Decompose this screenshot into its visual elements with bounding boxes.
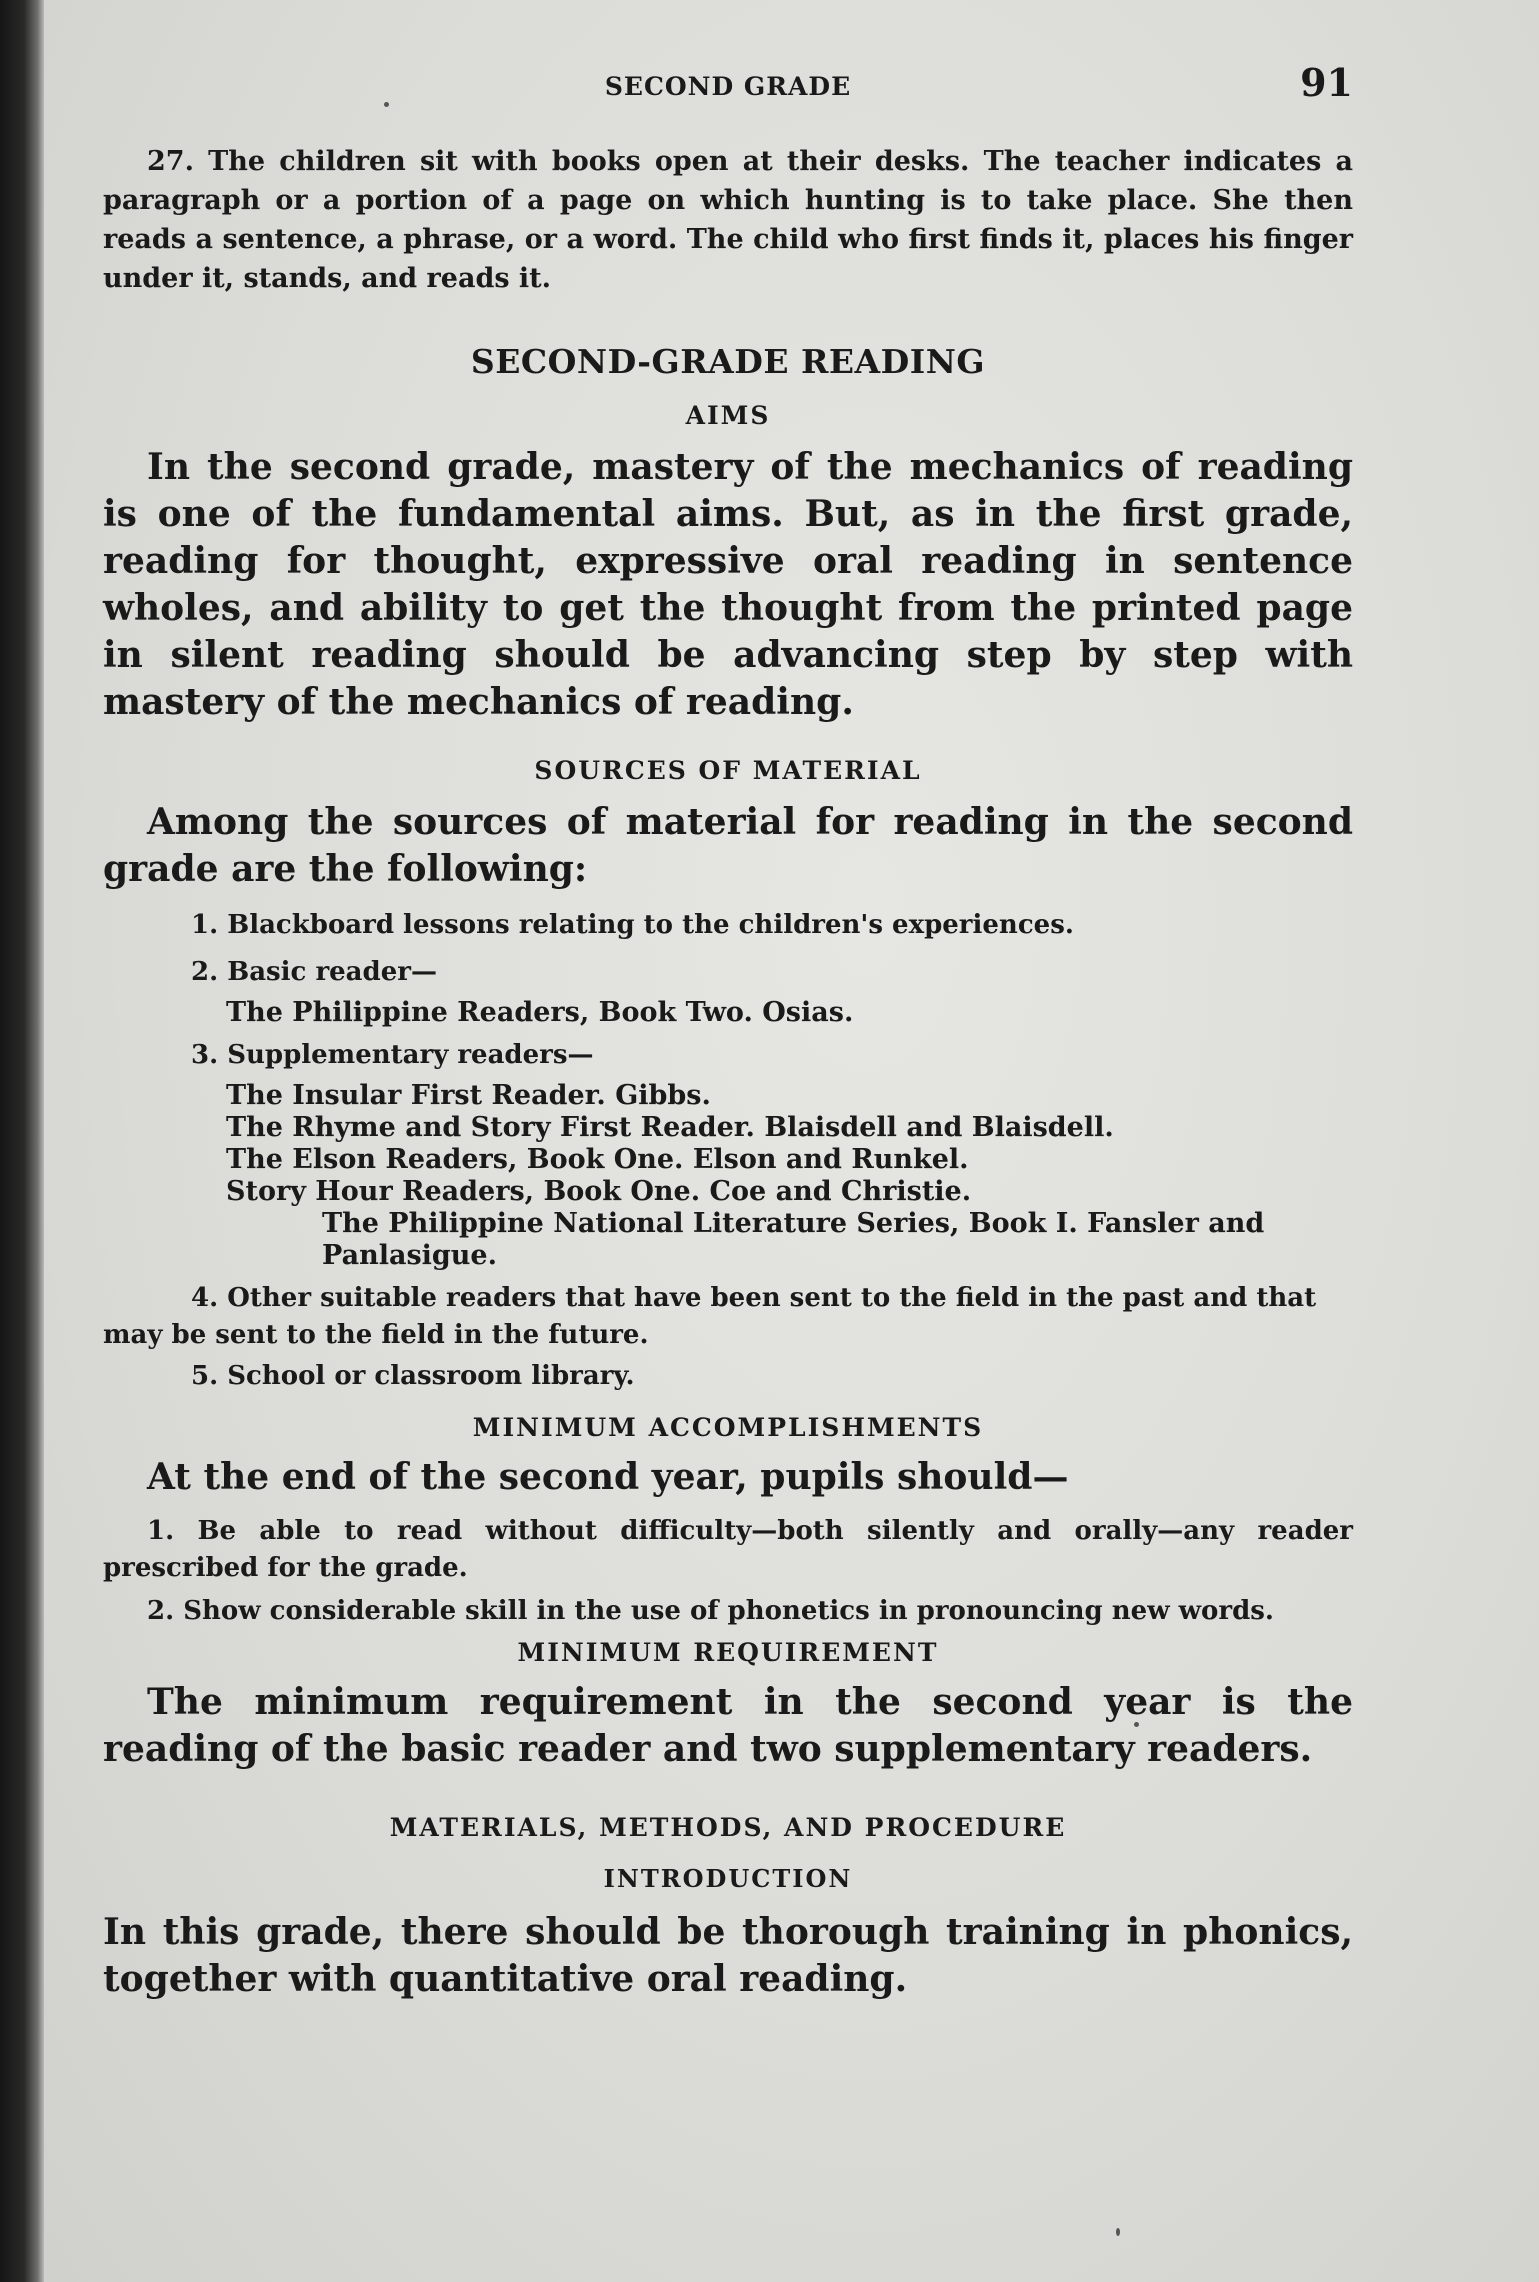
- running-head: [103, 60, 1353, 120]
- item-number: 1.: [191, 910, 219, 940]
- item-text: Supplementary readers—: [227, 1040, 594, 1070]
- introduction-paragraph: In this grade, there should be thorough training in phonics, together with quantitative oral reading.: [103, 1911, 1353, 2000]
- item-text: Other suitable readers that have been sent to the field in the past and that may be sent to the field in the future.: [103, 1283, 1317, 1350]
- item-text: School or classroom library.: [227, 1361, 635, 1391]
- accomplishments-heading: MINIMUM ACCOMPLISHMENTS: [472, 1413, 984, 1442]
- book-spine-shadow: [0, 0, 44, 2282]
- running-title: SECOND GRADE: [604, 72, 852, 101]
- introduction-heading: INTRODUCTION: [603, 1864, 853, 1893]
- accomplishments-intro: At the end of the second year, pupils should—: [147, 1456, 1069, 1498]
- aims-paragraph: In the second grade, mastery of the mechanics of reading is one of the fundamental aims. But, as in the first grade, reading for thought, expressive oral reading in sentence wholes, and ability to get the thought from the printed page in silent reading should be advancing step by step with mastery of the mechanics of reading.: [103, 446, 1353, 723]
- accomplishment-item: 1. Be able to read without difficulty—both silently and orally—any reader prescribed for the grade.: [103, 1516, 1353, 1583]
- supplementary-sublist: [103, 1080, 1353, 1272]
- list-item: [103, 954, 1353, 1029]
- sub-item: The Philippine National Literature Series, Book I. Fansler and Panlasigue.: [322, 1208, 1265, 1271]
- sources-intro: Among the sources of material for reading in the second grade are the following:: [103, 801, 1353, 890]
- sub-item: The Rhyme and Story First Reader. Blaisdell and Blaisdell.: [226, 1112, 1114, 1143]
- item-number: 4.: [191, 1283, 219, 1313]
- sources-heading: SOURCES OF MATERIAL: [534, 756, 922, 785]
- intro-paragraph: 27. The children sit with books open at their desks. The teacher indicates a paragraph or a portion of a page on which hunting is to take place. She then reads a sentence, a phrase, or a word. The child who first finds it, places his finger under it, stands, and reads it.: [103, 146, 1353, 294]
- item-number: 3.: [191, 1040, 219, 1070]
- item-number: 5.: [191, 1361, 219, 1391]
- item-text: Basic reader—: [227, 957, 437, 987]
- page-content: [103, 60, 1353, 2003]
- section-title: SECOND-GRADE READING: [470, 342, 986, 381]
- item-number: 2.: [191, 957, 219, 987]
- sources-list: [103, 907, 1353, 1395]
- ink-speck: [1116, 2228, 1120, 2236]
- list-item: [103, 907, 1353, 944]
- requirement-heading: MINIMUM REQUIREMENT: [517, 1638, 939, 1667]
- item-text: Blackboard lessons relating to the children's experiences.: [227, 910, 1074, 940]
- page-number: 91: [1300, 60, 1353, 105]
- aims-heading: AIMS: [685, 401, 771, 430]
- sub-item: The Philippine Readers, Book Two. Osias.: [226, 997, 854, 1028]
- accomplishment-item: 2. Show considerable skill in the use of phonetics in pronouncing new words.: [147, 1596, 1274, 1626]
- list-item: [103, 1280, 1353, 1354]
- sub-item: The Elson Readers, Book One. Elson and Runkel.: [226, 1144, 969, 1175]
- list-item: [103, 1037, 1353, 1272]
- sub-item: The Insular First Reader. Gibbs.: [226, 1080, 711, 1111]
- materials-heading: MATERIALS, METHODS, AND PROCEDURE: [389, 1813, 1067, 1842]
- sub-item: Story Hour Readers, Book One. Coe and Christie.: [226, 1176, 972, 1207]
- requirement-paragraph: The minimum requirement in the second year is the reading of the basic reader and two supplementary readers.: [103, 1681, 1353, 1770]
- list-item: [103, 1358, 1353, 1395]
- basic-reader-sublist: [103, 997, 1353, 1029]
